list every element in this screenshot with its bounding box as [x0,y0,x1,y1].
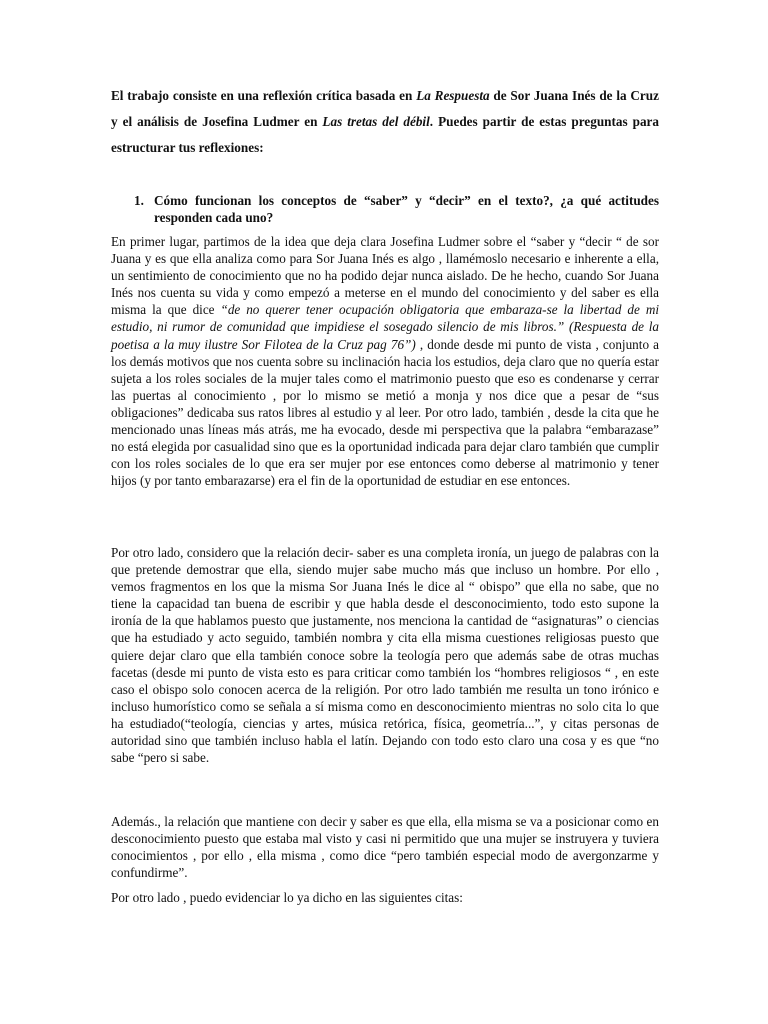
paragraph-text: , donde desde mi punto de vista , conjunto a los demás motivos que nos cuenta sobre su inclinación hacia los estudios, deja claro que no quería estar sujeta a los roles sociales de la mujer tales como el matrimonio puesto que eso es condenarse y cerrar las puertas al conocimiento , por lo mismo se metió a monja y nos dice que a pesar de “sus obligaciones” dedicaba sus ratos libres al estudio y al leer. Por otro lado, también , desde la cita que he mencionado unas líneas más atrás, me ha evocado, desde mi perspectiva que la palabra “embarazase” no está elegida por casualidad sino que es la oportunidad indicada para dejar claro también que cumplir con los roles sociales de lo que era ser mujer por ese entonces como deberse al matrimonio y tener hijos (y por tanto embarazarse) era el fin de la oportunidad de estudiar en ese entonces. [111,336,659,489]
instructions-text: El trabajo consiste en una reflexión crítica basada en [111,88,417,103]
quotation: “de no querer tener ocupación obligatoria que embaraza-se la libertad de mi estudio, ni rumor de comunidad que impidiese el sosegado silencio de mis libros.” (Respuesta de la poetisa a la muy ilustre Sor Filotea de la Cruz pag 76”) [111,302,660,352]
paragraph-4: Por otro lado , puedo evidenciar lo ya dicho en las siguientes citas: [111,890,463,905]
paragraph-text: En primer lugar, partimos de la idea que deja clara Josefina Ludmer sobre el “saber y “decir “ de sor Juana y es que ella analiza como para Sor Juana Inés es algo , llamémoslo necesario e inherente a ella, un sentimiento de conocimiento que no ha podido dejar nunca aislado. De he hecho, cuando Sor Juana Inés nos cuenta su vida y como empezó a meterse en el mundo del conocimiento y del saber es ella misma la que dice [111,234,659,318]
question-text: Cómo funcionan los conceptos de “saber” y “decir” en el texto?, ¿a qué actitudes responden cada uno? [154,193,659,225]
paragraph-3: Además., la relación que mantiene con decir y saber es que ella, ella misma se va a posicionar como en desconocimiento puesto que estaba mal visto y casi ni permitido que una mujer se instruyera y tuviera conocimientos , por ello , ella misma , como dice “pero también especial modo de avergonzarme y confundirme”. [111,814,659,881]
assignment-instructions [111,83,659,161]
paragraph-2: Por otro lado, considero que la relación decir- saber es una completa ironía, un juego de palabras con la que pretende demostrar que ella, siendo mujer sabe mucho más que incluso un hombre. Por ello , vemos fragmentos en los que la misma Sor Juana Inés le dice al “ obispo” que ella no sabe, que no tiene la capacidad tan buena de escribir y que habla desde el desconocimiento, todo esto supone la ironía de la que hablamos puesto que justamente, nos menciona la cantidad de “asignaturas” o ciencias que ha estudiado y acto seguido, también nombra y cita ella misma cuestiones religiosas puesto que quiere dejar claro que ella también conoce sobre la teología pero que además sabe de otras muchas facetas (desde mi punto de vista esto es para criticar como también los “hombres religiosos “ , en este caso el obispo solo conocen acerca de la religión. Por otro lado también me resulta un tono irónico e incluso humorístico como se señala a sí misma como en desconocimiento mientras no solo cita lo que ha estudiado(“teología, ciencias y artes, música retórica, física, geometría...”, y citas personas de autoridad sino que también incluso habla el latín. Dejando con todo esto claro una cosa y es que “no sabe “pero si sabe. [111,545,659,766]
instructions-text: . Puedes partir de estas preguntas para estructurar tus reflexiones: [111,114,659,155]
work-title-la-respuesta: La Respuesta [416,88,490,103]
instructions-text: de Sor Juana Inés de la Cruz y el análisis de Josefina Ludmer en [111,88,659,129]
question-1 [134,192,659,226]
work-title-las-tretas: Las tretas del débil [322,114,430,129]
question-number: 1. [134,193,144,208]
paragraph-1 [111,233,659,489]
